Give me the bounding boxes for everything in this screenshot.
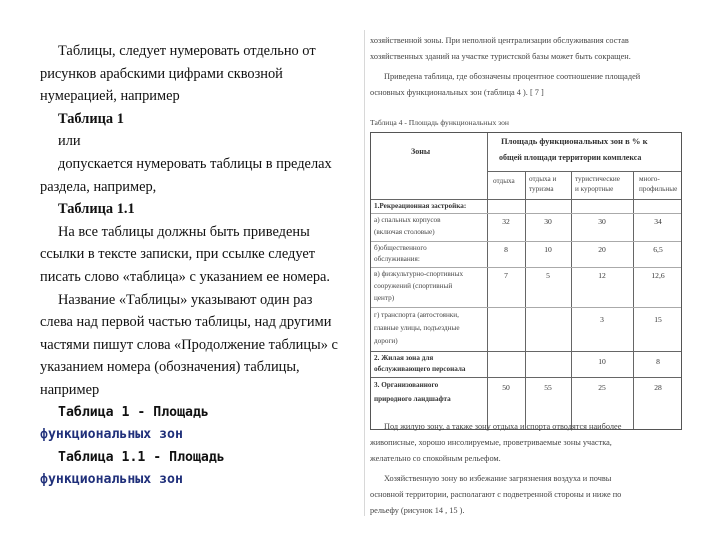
example-title-1-1-cont: функциональных зон (40, 472, 183, 488)
group-landscape-1: 3. Организованного (374, 381, 439, 389)
row-d-label-2: главные улицы, подъездные (374, 324, 460, 332)
cell-value: 5 (546, 271, 550, 280)
example-table-1: Таблица 1 (58, 110, 124, 127)
row-c-label-3: центр) (374, 294, 395, 302)
scan-line: хозяйственных зданий на участке туристской базы может быть сокращен. (370, 52, 631, 61)
scan-line: живописные, хорошо инсолируемые, проветриваемые зоны участка, (370, 438, 612, 447)
subheader-multi-1: много- (639, 175, 660, 183)
group-residential-2: обслуживающего персонала (374, 365, 466, 373)
subheader-tourist-2: и курортные (575, 185, 614, 193)
scan-line: желательно со спокойным рельефом. (370, 454, 501, 463)
cell-value: 15 (654, 315, 662, 324)
cell-value: 10 (544, 245, 552, 254)
zones-table (370, 132, 682, 430)
group-recreation: 1.Рекреационная застройка: (374, 202, 467, 210)
cell-value: 6,5 (653, 245, 663, 254)
cell-value: 20 (598, 245, 606, 254)
cell-value: 28 (654, 383, 662, 392)
paragraph-or: или (58, 133, 81, 150)
subheader-multi-2: профильные (639, 185, 678, 193)
paragraph-numbering-rule: Таблицы, следует нумеровать отдельно от рисунков арабскими цифрами сквозной нумерацией, например (40, 43, 316, 105)
scanned-page (360, 30, 700, 516)
scan-line: основной территории, располагают с подветренной стороны и ниже по (370, 490, 622, 499)
cell-value: 8 (656, 357, 660, 366)
row-a-label-1: а) спальных корпусов (374, 216, 441, 224)
cell-value: 10 (598, 357, 606, 366)
cell-value: 7 (504, 271, 508, 280)
row-d-label-3: дороги) (374, 337, 398, 345)
cell-value: 50 (502, 383, 510, 392)
scan-edge (364, 30, 365, 516)
group-landscape-2: природного ландшафта (374, 395, 451, 403)
header-zones: Зоны (411, 147, 431, 156)
scan-line: хозяйственной зоны. При неполной централизации обслуживания состав (370, 36, 629, 45)
scan-line: рельефу (рисунок 14 , 15 ). (370, 506, 465, 515)
row-b-label-1: б)общественного (374, 244, 427, 252)
group-residential-1: 2. Жилая зона для (374, 354, 434, 362)
cell-value: 12 (598, 271, 606, 280)
row-b-label-2: обслуживания: (374, 255, 420, 263)
cell-value: 25 (598, 383, 606, 392)
row-a-label-2: (включая столовые) (374, 228, 435, 236)
paragraph-references: На все таблицы должны быть приведены ссылки в тексте записки, при ссылке следует писать слово «таблица» с указанием ее номера. (40, 223, 331, 285)
table-caption: Таблица 4 - Площадь функциональных зон (370, 118, 509, 127)
paragraph-title-rule: Название «Таблицы» указывают один раз слева над первой частью таблицы, над другими частями пишут слова «Продолжение таблицы» с указанием номера (обозначения) таблицы, например (40, 291, 338, 398)
example-title-1-cont: функциональных зон (40, 427, 183, 443)
row-c-label-1: в) физкультурно-спортивных (374, 270, 464, 278)
row-c-label-2: сооружений (спортивный (374, 282, 453, 290)
header-area-2: общей площади территории комплекса (499, 153, 642, 162)
instruction-text (40, 40, 342, 492)
scan-line: основных функциональных зон (таблица 4 ). [ 7 ] (370, 88, 544, 97)
subheader-rest-tourism-2: туризма (529, 185, 554, 193)
row-d-label-1: г) транспорта (автостоянки, (374, 311, 459, 319)
cell-value: 30 (544, 217, 552, 226)
cell-value: 12,6 (651, 271, 665, 280)
subheader-rest: отдыха (493, 177, 515, 185)
paragraph-section-numbering: допускается нумеровать таблицы в пределах раздела, например, (40, 155, 332, 195)
scan-line: Приведена таблица, где обозначены процентное соотношение площадей (384, 72, 641, 81)
subheader-tourist-1: туристические (575, 175, 620, 183)
cell-value: 32 (502, 217, 510, 226)
scan-line: Хозяйственную зону во избежание загрязнения воздуха и почвы (384, 474, 612, 483)
cell-value: 30 (598, 217, 606, 226)
cell-value: 34 (654, 217, 662, 226)
cell-value: 8 (504, 245, 508, 254)
example-title-1-1: Таблица 1.1 - Площадь (58, 449, 225, 465)
header-area-1: Площадь функциональных зон в % к (501, 136, 648, 146)
subheader-rest-tourism-1: отдыха и (529, 175, 557, 183)
cell-value: 3 (600, 315, 604, 324)
cell-value: 55 (544, 383, 552, 392)
scan-line: Под жилую зону, а также зону отдыха и спорта отводятся наиболее (384, 422, 622, 431)
example-table-1-1: Таблица 1.1 (58, 201, 135, 218)
example-title-1: Таблица 1 - Площадь (58, 404, 209, 420)
